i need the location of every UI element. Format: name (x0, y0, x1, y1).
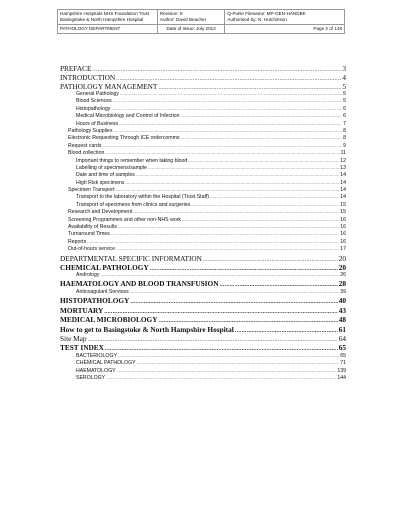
document-header (57, 9, 345, 34)
toc-entry-label: Hours of Business (76, 120, 119, 127)
toc-entry-page: 5 (342, 82, 346, 91)
toc-entry-page: 16 (340, 238, 346, 245)
toc-leader-dots (113, 98, 342, 103)
toc-entry-label: Request cards (68, 142, 102, 149)
toc-entry-label: CHEMICAL PATHOLOGY (60, 262, 149, 272)
toc-entry-page: 39 (340, 288, 346, 295)
toc-leader-dots (235, 328, 338, 334)
toc-leader-dots (181, 113, 343, 118)
toc-leader-dots (119, 121, 342, 126)
toc-entry[interactable] (60, 202, 346, 209)
toc-leader-dots (137, 360, 340, 365)
toc-entry[interactable] (60, 150, 346, 157)
toc-entry-label: PREFACE (60, 64, 92, 73)
toc-entry-label: Labelling of specimens/sample (76, 164, 147, 171)
toc-leader-dots (104, 309, 337, 315)
toc-leader-dots (219, 282, 337, 288)
toc-leader-dots (150, 266, 338, 272)
toc-entry-page: 40 (338, 296, 346, 306)
toc-entry-label: Date and time of samples (76, 172, 135, 179)
toc-leader-dots (188, 158, 339, 163)
toc-leader-dots (159, 318, 338, 324)
toc-entry-page: 14 (340, 179, 346, 186)
toc-entry-page: 14 (340, 194, 346, 201)
header-filename: Q-Pulse Filename: MP-GEN-HANDBK (227, 11, 306, 17)
toc-leader-dots (182, 217, 339, 222)
toc-entry-page: 64 (338, 334, 346, 344)
toc-entry-page: 14 (340, 187, 346, 194)
header-page-info: Page 2 of 148 (225, 24, 345, 33)
toc-entry[interactable] (60, 172, 346, 179)
toc-leader-dots (117, 368, 337, 373)
toc-entry[interactable] (60, 121, 346, 128)
toc-entry[interactable] (60, 194, 346, 201)
toc-entry[interactable] (60, 165, 346, 172)
toc-leader-dots (136, 172, 339, 177)
toc-entry-label: Electronic Requesting Through ICE ordercomms (68, 135, 180, 142)
toc-entry-page: 9 (343, 142, 346, 149)
toc-entry-page: 65 (338, 343, 346, 353)
toc-entry-label: CHEMICAL PATHOLOGY (76, 360, 136, 367)
toc-entry-label: HAEMATOLOGY (76, 367, 116, 374)
toc-leader-dots (191, 202, 339, 207)
toc-entry-page: 7 (343, 120, 346, 127)
toc-entry[interactable] (60, 82, 346, 91)
header-org-line2: Basingstoke & North Hampshire Hospital (60, 16, 144, 22)
toc-entry[interactable] (60, 239, 346, 246)
toc-leader-dots (181, 135, 343, 140)
toc-entry-label: Medical Microbiology and Control of Infection (76, 113, 180, 120)
toc-leader-dots (93, 67, 342, 73)
toc-leader-dots (87, 239, 339, 244)
toc-entry-page: 17 (340, 246, 346, 253)
toc-entry[interactable] (60, 224, 346, 231)
toc-entry[interactable] (60, 231, 346, 238)
toc-entry-page: 8 (343, 135, 346, 142)
toc-entry-page: 43 (338, 305, 346, 315)
toc-entry[interactable] (60, 217, 346, 224)
toc-entry-label: Blood Sciences (76, 98, 112, 105)
toc-entry[interactable] (60, 91, 346, 98)
toc-entry-page: 3 (342, 64, 346, 73)
toc-entry-label: Research and Development (68, 209, 133, 216)
toc-entry-label: SEROLOGY (76, 375, 106, 382)
toc-entry-page: 20 (338, 262, 346, 272)
toc-entry-page: 61 (338, 324, 346, 334)
toc-entry[interactable] (60, 263, 346, 273)
toc-entry[interactable] (60, 334, 346, 343)
toc-entry-label: Availability of Results (68, 224, 117, 231)
toc-entry[interactable] (60, 113, 346, 120)
toc-entry[interactable] (60, 180, 346, 187)
toc-entry[interactable] (60, 254, 346, 263)
toc-entry-label: INTRODUCTION (60, 73, 116, 82)
toc-entry-label: Important things to remember when taking blood (76, 157, 188, 164)
toc-entry[interactable] (60, 360, 346, 367)
toc-entry-label: Turnaround Times (68, 231, 110, 238)
toc-entry[interactable] (60, 315, 346, 325)
toc-entry-label: Andrology (76, 272, 100, 279)
header-revision-author (157, 10, 224, 25)
toc-leader-dots (203, 257, 338, 263)
toc-entry-page: 48 (338, 315, 346, 325)
toc-entry[interactable] (60, 306, 346, 316)
toc-entry-label: Out-of-hours service (68, 246, 115, 253)
toc-leader-dots (102, 143, 342, 148)
toc-entry[interactable] (60, 296, 346, 306)
toc-entry-label: Screening Programmes and other non-NHS work (68, 216, 182, 223)
toc-leader-dots (133, 209, 339, 214)
toc-entry-label: MEDICAL MICROBIOLOGY (60, 315, 158, 325)
toc-entry-label: TEST INDEX (60, 343, 104, 353)
toc-entry-label: How to get to Basingstoke & North Hampshire Hospital (60, 324, 234, 334)
toc-entry-page: 13 (340, 164, 346, 171)
toc-entry-label: MORTUARY (60, 305, 104, 315)
toc-entry-page: 15 (340, 201, 346, 208)
toc-entry[interactable] (60, 106, 346, 113)
toc-entry-page: 8 (343, 127, 346, 134)
toc-leader-dots (111, 106, 342, 111)
toc-entry[interactable] (60, 325, 346, 335)
toc-leader-dots (116, 246, 339, 251)
toc-entry[interactable] (60, 343, 346, 353)
toc-entry[interactable] (60, 289, 346, 296)
toc-leader-dots (111, 231, 339, 236)
toc-entry-page: 71 (340, 360, 346, 367)
toc-leader-dots (106, 375, 336, 380)
toc-entry[interactable] (60, 128, 346, 135)
header-authorised: Authorised by: N. Hutchinson (227, 16, 287, 22)
toc-entry-page: 4 (342, 73, 346, 82)
toc-entry-label: Site Map (60, 334, 87, 344)
toc-entry[interactable] (60, 368, 346, 375)
toc-entry[interactable] (60, 135, 346, 142)
toc-entry-page: 16 (340, 224, 346, 231)
toc-leader-dots (130, 289, 339, 294)
table-of-contents (60, 64, 346, 382)
toc-entry-page: 16 (340, 231, 346, 238)
toc-entry-label: Pathology Supplies (68, 127, 113, 134)
toc-entry-page: 5 (343, 91, 346, 97)
toc-entry-label: Anticoagulant Services (76, 288, 129, 295)
toc-entry[interactable] (60, 187, 346, 194)
header-author: Author: David Beacher (159, 16, 207, 22)
toc-leader-dots (148, 165, 339, 170)
toc-entry-page: 12 (340, 157, 346, 164)
toc-entry[interactable] (60, 73, 346, 82)
toc-leader-dots (115, 187, 339, 192)
toc-leader-dots (88, 337, 338, 343)
toc-leader-dots (210, 194, 339, 199)
toc-entry-label: BACTERIOLOGY (76, 352, 117, 359)
toc-entry-page: 20 (338, 253, 346, 263)
toc-entry-page: 5 (343, 98, 346, 105)
header-org-line1: Hampshire Hospitals NHS Foundation Trust (60, 11, 150, 17)
header-file-authorised (225, 10, 345, 25)
toc-entry[interactable] (60, 279, 346, 289)
toc-entry-label: DEPARTMENTAL SPECIFIC INFORMATION (60, 253, 202, 263)
toc-leader-dots (105, 150, 339, 155)
toc-entry[interactable] (60, 209, 346, 216)
toc-entry[interactable] (60, 143, 346, 150)
toc-entry-page: 15 (340, 209, 346, 216)
toc-entry-label: HAEMATOLOGY AND BLOOD TRANSFUSION (60, 279, 219, 289)
toc-entry[interactable] (60, 158, 346, 165)
toc-entry[interactable] (60, 98, 346, 105)
toc-entry-label: Transport to the laboratory within the Hospital (Trust Staff) (76, 194, 210, 201)
toc-entry-label: PATHOLOGY MANAGEMENT (60, 82, 158, 91)
toc-leader-dots (100, 272, 339, 277)
toc-entry-label: Transport of specimens from clinics and surgeries (76, 201, 191, 208)
toc-entry[interactable] (60, 272, 346, 279)
header-organisation (58, 10, 158, 25)
toc-entry[interactable] (60, 375, 346, 382)
toc-entry-label: Histopathology (76, 105, 111, 112)
toc-entry-label: Blood collection (68, 150, 105, 157)
toc-entry-label: Reports (68, 238, 87, 245)
toc-leader-dots (113, 128, 342, 133)
toc-leader-dots (118, 353, 339, 358)
toc-entry-page: 65 (340, 352, 346, 359)
toc-entry[interactable] (60, 246, 346, 253)
toc-entry-page: 14 (340, 172, 346, 179)
header-revision: Revision: 8 (159, 11, 183, 17)
toc-entry-page: 144 (337, 375, 346, 382)
header-department: PATHOLOGY DEPARTMENT (58, 24, 158, 33)
toc-leader-dots (125, 180, 339, 185)
toc-entry-page: 139 (337, 367, 346, 374)
toc-entry[interactable] (60, 64, 346, 73)
toc-leader-dots (105, 346, 338, 352)
toc-entry-label: General Pathology (76, 91, 119, 97)
toc-entry-page: 16 (340, 216, 346, 223)
toc-entry-page: 6 (343, 105, 346, 112)
toc-leader-dots (130, 299, 337, 305)
toc-entry-label: Specimen Transport (68, 187, 115, 194)
toc-entry-label: High Risk specimens (76, 179, 125, 186)
toc-entry-label: HISTOPATHOLOGY (60, 296, 130, 306)
toc-entry-page: 11 (340, 150, 346, 157)
toc-entry-page: 26 (340, 272, 346, 279)
toc-leader-dots (120, 91, 342, 96)
toc-entry[interactable] (60, 353, 346, 360)
toc-leader-dots (118, 224, 339, 229)
toc-entry-page: 28 (338, 279, 346, 289)
header-date-of-issue: Date of Issue: July 2012 (157, 24, 224, 33)
toc-entry-page: 6 (343, 113, 346, 120)
